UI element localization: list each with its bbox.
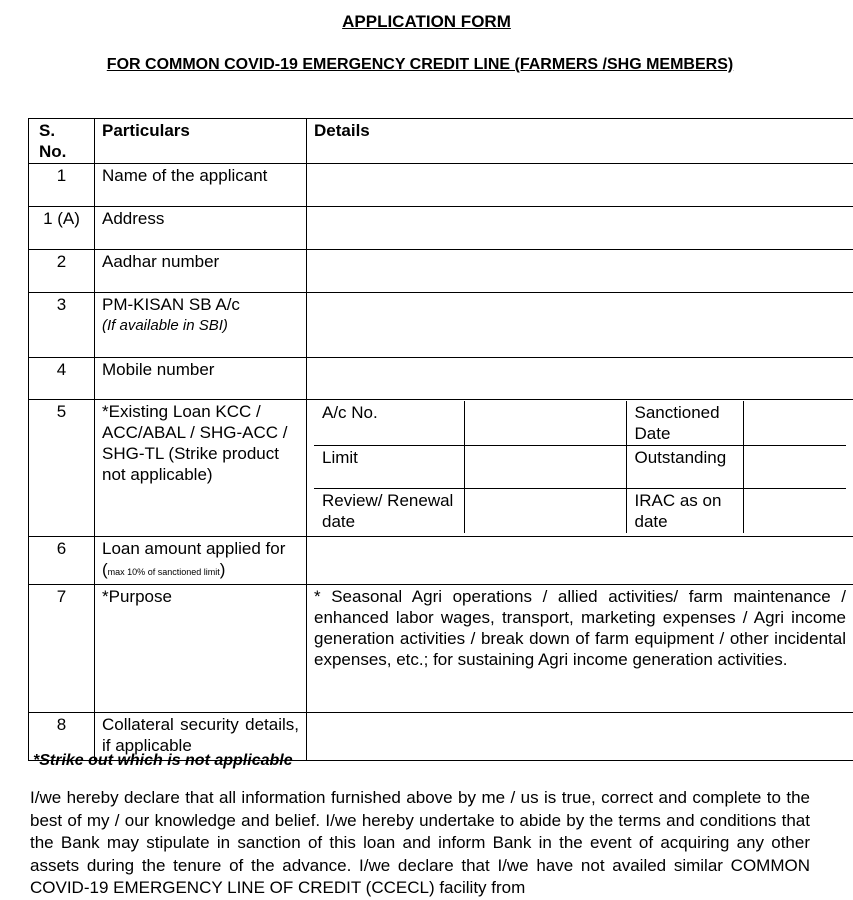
table-row bbox=[29, 250, 853, 293]
row-particular: Aadhar number bbox=[95, 250, 307, 293]
row-sno: 8 bbox=[29, 713, 95, 761]
row-sno: 5 bbox=[29, 400, 95, 537]
outstanding-field[interactable] bbox=[743, 446, 846, 489]
header-details: Details bbox=[307, 119, 853, 164]
limit-label: Limit bbox=[314, 446, 464, 489]
pm-kisan-field[interactable] bbox=[307, 293, 853, 358]
row-particular: Mobile number bbox=[95, 358, 307, 400]
row-particular: *Purpose bbox=[95, 585, 307, 713]
table-row bbox=[29, 585, 853, 713]
row-sno: 3 bbox=[29, 293, 95, 358]
row-note: (If available in SBI) bbox=[102, 315, 299, 336]
sanctioned-date-field[interactable] bbox=[743, 401, 846, 446]
address-field[interactable] bbox=[307, 207, 853, 250]
table-header-row bbox=[29, 119, 853, 164]
form-title: APPLICATION FORM bbox=[0, 12, 853, 32]
row-note: max 10% of sanctioned limit bbox=[108, 567, 220, 577]
row-sno: 2 bbox=[29, 250, 95, 293]
row-particular: *Existing Loan KCC / ACC/ABAL / SHG-ACC / SHG-TL (Strike product not applicable) bbox=[95, 400, 307, 537]
review-date-field[interactable] bbox=[464, 489, 626, 534]
form-subtitle: FOR COMMON COVID-19 EMERGENCY CREDIT LINE (FARMERS /SHG MEMBERS) bbox=[0, 56, 840, 74]
row-sno: 4 bbox=[29, 358, 95, 400]
collateral-field[interactable] bbox=[307, 713, 853, 761]
row-particular-cell bbox=[95, 293, 307, 358]
table-row bbox=[29, 537, 853, 585]
sanctioned-date-label: Sanctioned Date bbox=[626, 401, 743, 446]
table-row bbox=[29, 164, 853, 207]
table-row bbox=[29, 207, 853, 250]
ac-no-field[interactable] bbox=[464, 401, 626, 446]
applicant-name-field[interactable] bbox=[307, 164, 853, 207]
row-note-close: ) bbox=[220, 560, 226, 579]
outstanding-label: Outstanding bbox=[626, 446, 743, 489]
row-sno: 1 bbox=[29, 164, 95, 207]
loan-details-grid bbox=[314, 401, 846, 533]
row-sno: 1 (A) bbox=[29, 207, 95, 250]
aadhar-field[interactable] bbox=[307, 250, 853, 293]
mobile-field[interactable] bbox=[307, 358, 853, 400]
strike-footnote: *Strike out which is not applicable bbox=[33, 752, 293, 770]
row-particular-cell bbox=[95, 537, 307, 585]
row-particular: Name of the applicant bbox=[95, 164, 307, 207]
row-particular: Collateral security details, if applicable bbox=[95, 713, 307, 761]
row-sno: 6 bbox=[29, 537, 95, 585]
row-particular: Address bbox=[95, 207, 307, 250]
ac-no-label: A/c No. bbox=[314, 401, 464, 446]
application-table bbox=[28, 118, 853, 761]
declaration-text: I/we hereby declare that all information furnished above by me / us is true, correct and complete to the best of my / our knowledge and belief. I/we hereby undertake to abide by the terms and conditions that the Bank may stipulate in sanction of this loan and inform Bank in the event of acquiring any other assets during the tenure of the advance. I/we declare that I/we have not availed similar COMMON COVID-19 EMERGENCY LINE OF CREDIT (CCECL) facility from bbox=[30, 787, 810, 900]
table-row bbox=[29, 358, 853, 400]
header-particulars: Particulars bbox=[95, 119, 307, 164]
header-sno: S. No. bbox=[29, 119, 95, 164]
purpose-text: * Seasonal Agri operations / allied activities/ farm maintenance / enhanced labor wages, transport, marketing expenses / Agri income generation activities / break down of farm equipment / other incidental expenses, etc.; for sustaining Agri income generation activities. bbox=[307, 585, 853, 713]
irac-label: IRAC as on date bbox=[626, 489, 743, 534]
row-sno: 7 bbox=[29, 585, 95, 713]
limit-field[interactable] bbox=[464, 446, 626, 489]
review-date-label: Review/ Renewal date bbox=[314, 489, 464, 534]
row-particular: Loan amount applied for ( bbox=[102, 539, 285, 579]
loan-amount-field[interactable] bbox=[307, 537, 853, 585]
table-row bbox=[29, 293, 853, 358]
existing-loan-details bbox=[307, 400, 853, 537]
table-row bbox=[29, 400, 853, 537]
row-particular: PM-KISAN SB A/c bbox=[102, 295, 240, 314]
irac-field[interactable] bbox=[743, 489, 846, 534]
